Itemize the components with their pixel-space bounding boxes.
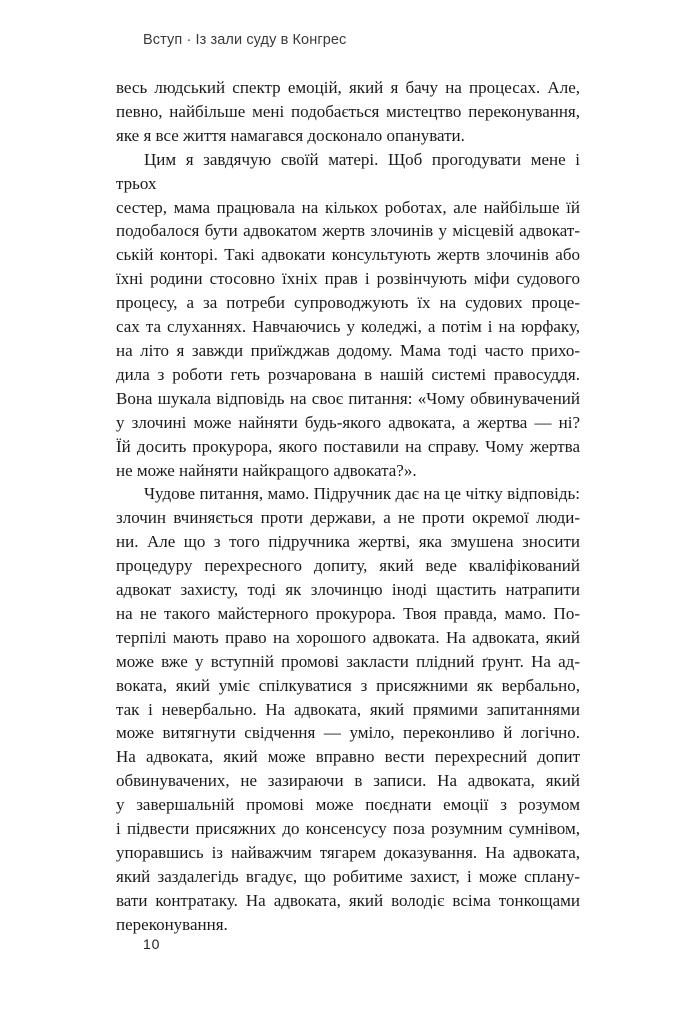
page-number: 10 [143, 936, 161, 952]
text-line: яке я все життя намагався досконало опанувати. [116, 125, 465, 145]
text-line: переконування. [116, 914, 228, 934]
text-line: терпілі мають право на хорошого адвоката. На адвоката, який [116, 627, 580, 647]
text-line: злочин вчиняється проти держави, а не проти окремої люди- [116, 508, 580, 528]
text-line: Чудове питання, мамо. Підручник дає на це чітку відповідь: [144, 484, 580, 504]
text-line: певно, найбільше мені подобається мистецтво переконування, [116, 101, 580, 121]
text-line: може витягнути свідчення — уміло, переконливо й логічно. [116, 723, 580, 743]
text-line: Їй досить прокурора, якого поставили на справу. Чому жертва [116, 436, 580, 456]
body-text [116, 76, 580, 937]
text-line: упоравшись із найважчим тягарем доказування. На адвоката, [116, 843, 580, 862]
paragraph [116, 482, 580, 936]
text-line: не може найняти найкращого адвоката?». [116, 460, 417, 480]
text-line: Цим я завдячую своїй матері. Щоб прогодувати мене і трьох [116, 149, 580, 193]
text-line: так і невербально. На адвоката, який прямими запитаннями [116, 699, 580, 719]
text-line: процесу, а за потреби супроводжують їх на судових проце- [116, 293, 580, 313]
paragraph [116, 76, 580, 148]
text-line: весь людський спектр емоцій, який я бачу на процесах. Але, [116, 78, 580, 97]
text-line: який заздалегідь вгадує, що робитиме захист, і може сплану- [116, 866, 580, 886]
text-line: Вона шукала відповідь на своє питання: «Чому обвинувачений [116, 388, 580, 408]
text-line: може вже у вступній промові закласти плідний ґрунт. На ад- [116, 651, 580, 671]
text-line: і підвести присяжних до консенсусу поза розумним сумнівом, [116, 819, 580, 839]
text-line: вати контратаку. На адвоката, який володіє всіма тонкощами [116, 890, 580, 910]
text-line: їхні родини стосовно їхніх прав і розвінчують міфи судового [116, 269, 580, 289]
paragraph [116, 148, 580, 483]
text-line: дила з роботи геть розчарована в нашій системі правосуддя. [116, 364, 580, 384]
text-line: на не такого майстерного прокурора. Твоя правда, мамо. По- [116, 603, 580, 623]
text-line: на літо я завжди приїжджав додому. Мама тоді часто прихо- [116, 340, 580, 360]
text-line: у завершальній промові може поєднати емоції з розумом [116, 795, 580, 815]
text-line: ни. Але що з того підручника жертві, яка змушена зносити [116, 532, 580, 552]
text-line: ській конторі. Такі адвокати консультують жертв злочинів або [116, 245, 580, 265]
text-line: у злочині може найняти будь-якого адвоката, а жертва — ні? [116, 412, 580, 432]
text-line: сестер, мама працювала на кількох роботах, але найбільше їй [116, 197, 580, 217]
running-header: Вступ · Із зали суду в Конгрес [143, 32, 347, 48]
text-line: сах та слуханнях. Навчаючись у коледжі, а потім і на юрфаку, [116, 317, 580, 337]
text-line: воката, який уміє спілкуватися з присяжними як вербально, [116, 675, 580, 695]
text-line: подобалося бути адвокатом жертв злочинів у місцевій адвокат- [116, 221, 580, 241]
text-line: процедуру перехресного допиту, який веде кваліфікований [116, 556, 580, 576]
text-line: обвинувачених, не зазираючи в записи. На адвоката, який [116, 771, 580, 791]
text-line: адвокат захисту, тоді як злочинцю іноді щастить натрапити [116, 580, 580, 600]
text-line: На адвоката, який може вправно вести перехресний допит [116, 747, 580, 767]
